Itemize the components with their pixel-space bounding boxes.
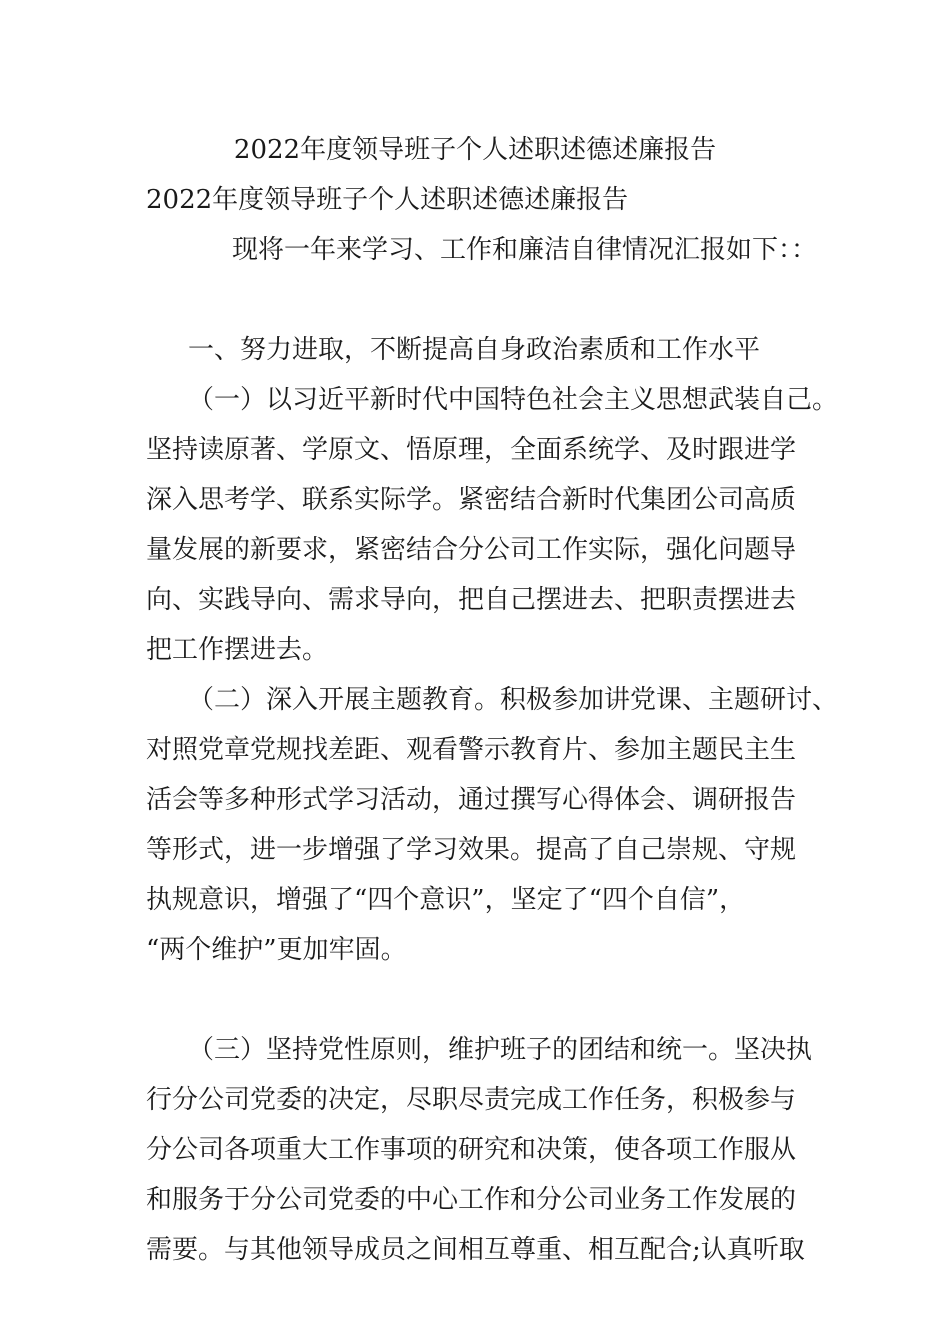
para-3-line-1: （三）坚持党性原则，维护班子的团结和统一。坚决执 <box>188 1035 813 1065</box>
para-1-line-2: 坚持读原著、学原文、悟原理，全面系统学、及时跟进学 <box>146 435 797 465</box>
para-3-line-2: 行分公司党委的决定，尽职尽责完成工作任务，积极参与 <box>146 1085 797 1115</box>
para-2-line-6: “两个维护”更加牢固。 <box>146 935 407 965</box>
para-2-line-5: 执规意识，增强了“四个意识”，坚定了“四个自信”， <box>146 885 746 915</box>
para-2-line-1: （二）深入开展主题教育。积极参加讲党课、主题研讨、 <box>188 685 839 715</box>
para-2-line-2: 对照党章党规找差距、观看警示教育片、参加主题民主生 <box>146 735 797 765</box>
para-1-line-5: 向、实践导向、需求导向，把自己摆进去、把职责摆进去 <box>146 585 797 615</box>
intro-paragraph: 现将一年来学习、工作和廉洁自律情况汇报如下：： <box>232 235 818 265</box>
document-title-centered: 2022年度领导班子个人述职述德述廉报告 <box>233 135 717 165</box>
para-1-line-6: 把工作摆进去。 <box>146 635 329 665</box>
para-3-line-5: 需要。与其他领导成员之间相互尊重、相互配合;认真听取 <box>146 1235 805 1265</box>
para-3-line-3: 分公司各项重大工作事项的研究和决策，使各项工作服从 <box>146 1135 797 1165</box>
para-1-line-3: 深入思考学、联系实际学。紧密结合新时代集团公司高质 <box>146 485 797 515</box>
para-2-line-4: 等形式，进一步增强了学习效果。提高了自己崇规、守规 <box>146 835 797 865</box>
para-1-line-4: 量发展的新要求，紧密结合分公司工作实际，强化问题导 <box>146 535 797 565</box>
para-1-line-1: （一）以习近平新时代中国特色社会主义思想武装自己。 <box>188 385 839 415</box>
para-2-line-3: 活会等多种形式学习活动，通过撰写心得体会、调研报告 <box>146 785 797 815</box>
section-heading-1: 一、努力进取，不断提高自身政治素质和工作水平 <box>188 335 761 365</box>
document-title-repeated: 2022年度领导班子个人述职述德述廉报告 <box>146 185 629 215</box>
para-3-line-4: 和服务于分公司党委的中心工作和分公司业务工作发展的 <box>146 1185 797 1215</box>
